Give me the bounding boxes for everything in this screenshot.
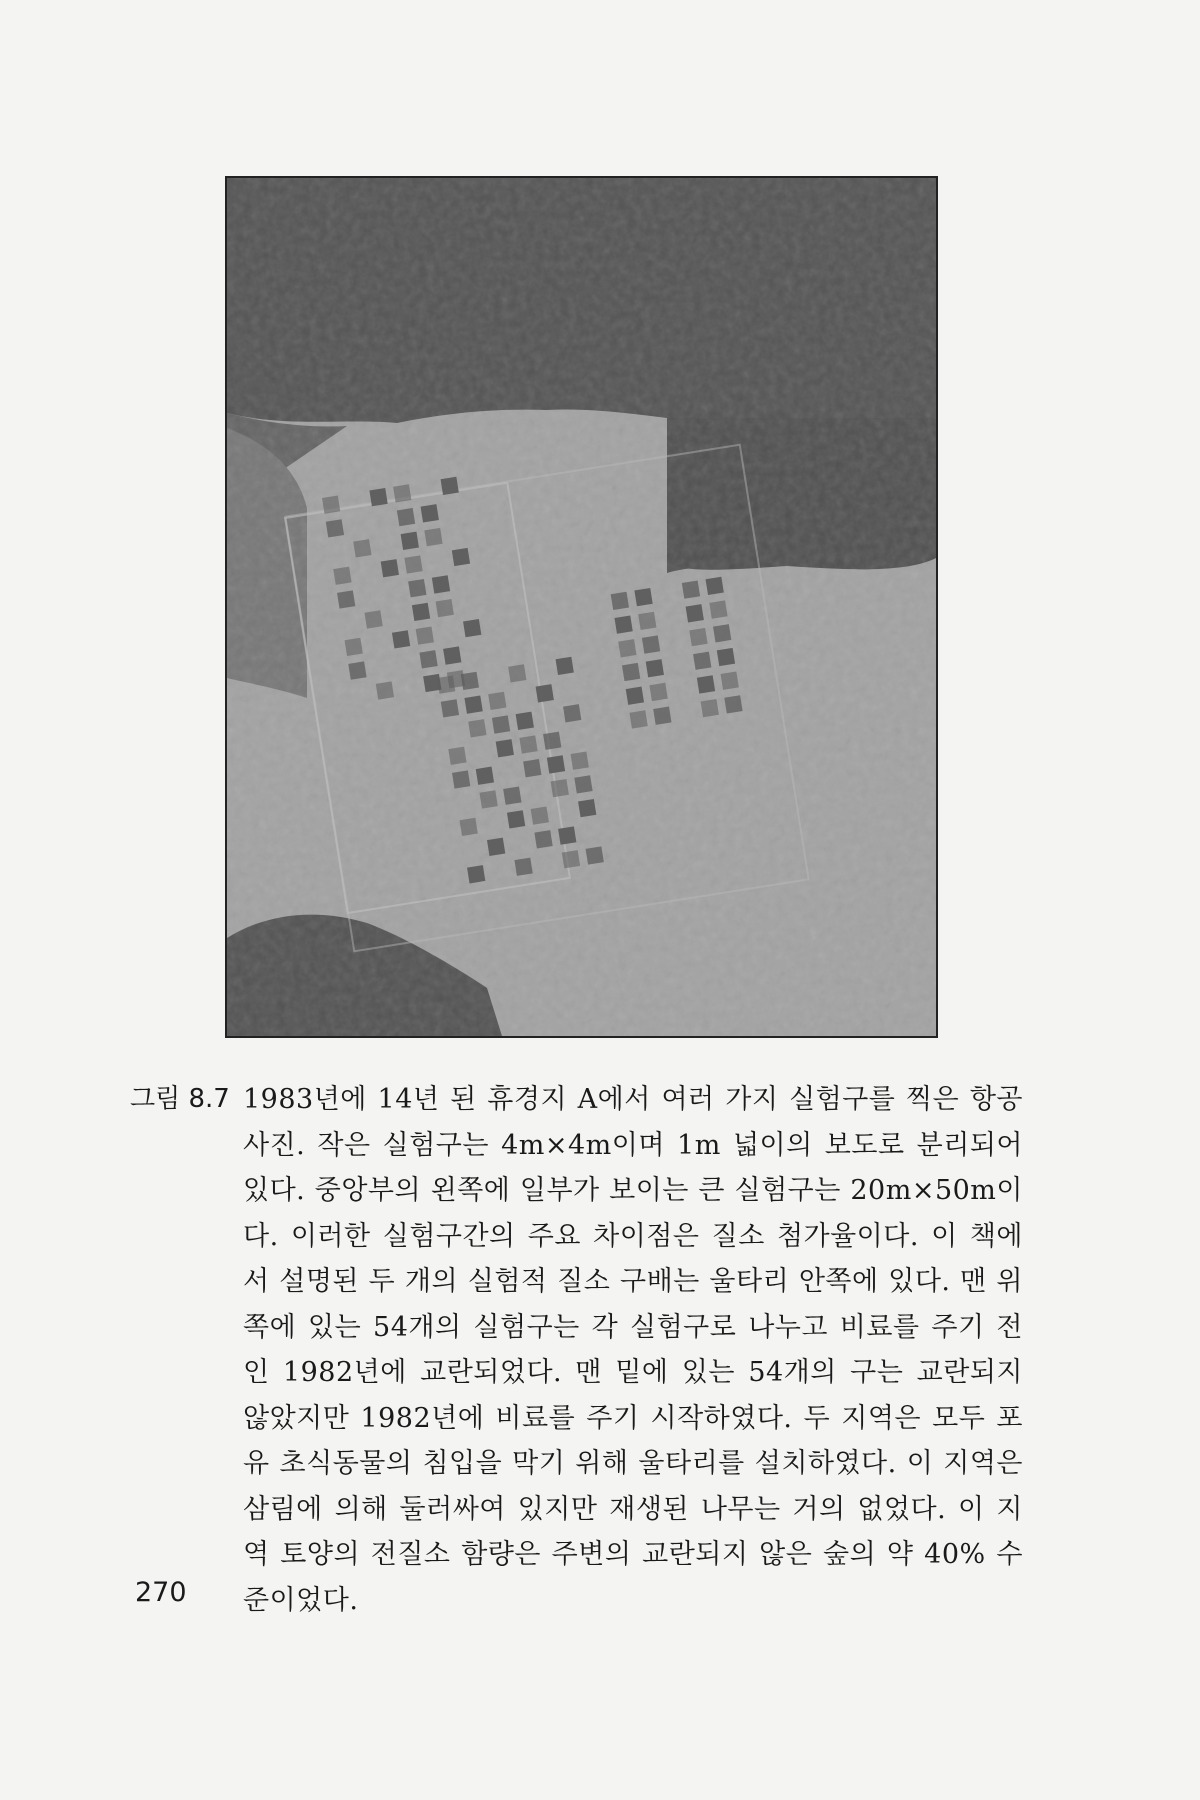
page-number: 270	[135, 1577, 187, 1608]
aerial-photo	[227, 178, 936, 1036]
figure-label: 그림 8.7	[130, 1084, 230, 1114]
figure-caption	[130, 1077, 1030, 1623]
caption-text: 1983년에 14년 된 휴경지 A에서 여러 가지 실험구를 찍은 항공사진. 작은 실험구는 4m×4m이며 1m 넓이의 보도로 분리되어 있다. 중앙부의 왼쪽에 일부가 보이는 큰 실험구는 20m×50m이다. 이러한 실험구간의 주요 차이점은 질소 첨가율이다. 이 책에서 설명된 두 개의 실험적 질소 구배는 울타리 안쪽에 있다. 맨 위쪽에 있는 54개의 실험구는 각 실험구로 나누고 비료를 주기 전인 1982년에 교란되었다. 맨 밑에 있는 54개의 구는 교란되지 않았지만 1982년에 비료를 주기 시작하였다. 두 지역은 모두 포유 초식동물의 침입을 막기 위해 울타리를 설치하였다. 이 지역은 삼림에 의해 둘러싸여 있지만 재생된 나무는 거의 없었다. 이 지역 토양의 전질소 함량은 주변의 교란되지 않은 숲의 약 40% 수준이었다.	[243, 1084, 1023, 1616]
aerial-photo-figure	[225, 176, 938, 1038]
